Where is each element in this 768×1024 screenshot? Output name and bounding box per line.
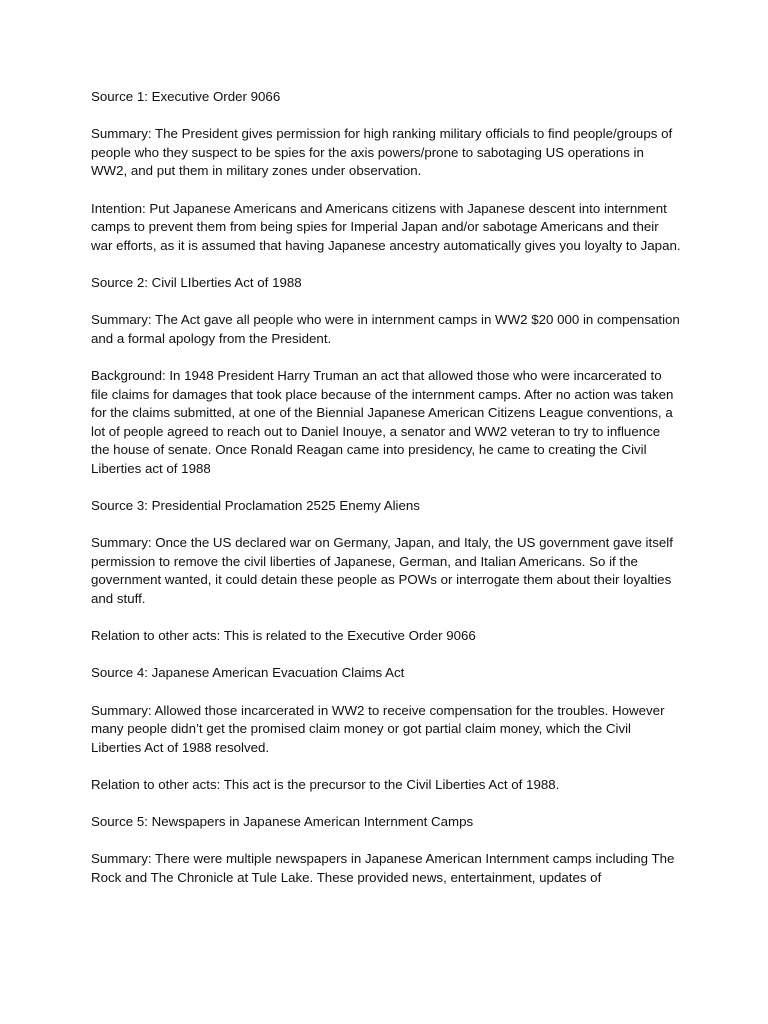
source-1-heading: Source 1: Executive Order 9066	[91, 89, 281, 104]
source-5-summary: Summary: There were multiple newspapers in Japanese American Internment camps including The Rock and The Chronicle at Tule Lake. These provided news, entertainment, updates of	[91, 851, 675, 885]
source-1-intention: Intention: Put Japanese Americans and Americans citizens with Japanese descent into internment camps to prevent them from being spies for Imperial Japan and/or sabotage Americans and their war efforts, as it is assumed that having Japanese ancestry automatically gives you loyalty to Japan.	[91, 200, 681, 253]
source-1-summary: Summary: The President gives permission for high ranking military officials to find people/groups of people who they suspect to be spies for the axis powers/prone to sabotaging US operations in WW2, and put them in military zones under observation.	[91, 126, 673, 179]
source-2-background: Background: In 1948 President Harry Truman an act that allowed those who were incarcerated to file claims for damages that took place because of the internment camps. After no action was taken for the claims submitted, at one of the Biennial Japanese American Citizens League conventions, a lot of people agreed to reach out to Daniel Inouye, a senator and WW2 veteran to try to influence the house of senate. Once Ronald Reagan came into presidency, he came to creating the Civil Liberties act of 1988	[91, 367, 674, 476]
document-body	[91, 88, 681, 906]
source-3-heading: Source 3: Presidential Proclamation 2525 Enemy Aliens	[91, 498, 420, 514]
source-4-relation: Relation to other acts: This act is the precursor to the Civil Liberties Act of 1988.	[91, 776, 560, 792]
source-3-summary: Summary: Once the US declared war on Germany, Japan, and Italy, the US government gave itself permission to remove the civil liberties of Japanese, German, and Italian Americans. So if the government wanted, it could detain these people as POWs or interrogate them about their loyalties and stuff.	[91, 535, 673, 607]
source-4-summary: Summary: Allowed those incarcerated in WW2 to receive compensation for the troubles. However many people didn’t get the promised claim money or got partial claim money, which the Civil Liberties Act of 1988 resolved.	[91, 702, 665, 755]
source-2-heading: Source 2: Civil LIberties Act of 1988	[91, 274, 302, 290]
source-3-relation: Relation to other acts: This is related to the Executive Order 9066	[91, 628, 476, 644]
source-2-summary: Summary: The Act gave all people who were in internment camps in WW2 $20 000 in compensation and a formal apology from the President.	[91, 312, 680, 346]
source-4-heading: Source 4: Japanese American Evacuation Claims Act	[91, 665, 405, 681]
source-5-heading: Source 5: Newspapers in Japanese American Internment Camps	[91, 814, 474, 830]
